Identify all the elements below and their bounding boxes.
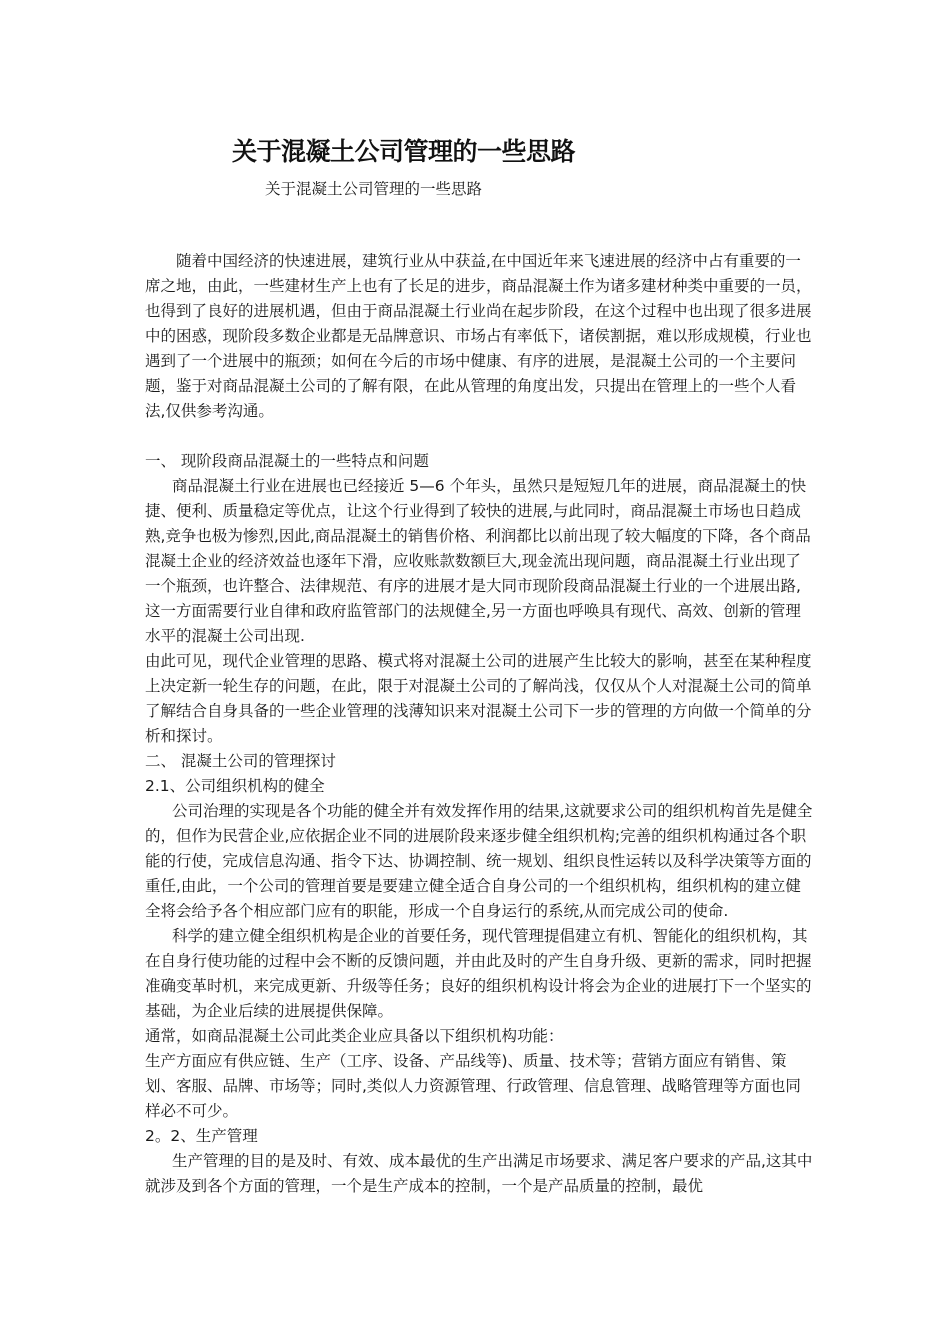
section-heading-2: 二、 混凝土公司的管理探讨 (145, 752, 336, 770)
section-heading-1: 一、 现阶段商品混凝土的一些特点和问题 (145, 452, 429, 470)
intro-paragraph: 随着中国经济的快速进展，建筑行业从中获益,在中国近年来飞速进展的经济中占有重要的一席之地，由此，一些建材生产上也有了长足的进步，商品混凝土作为诸多建材种类中重要的一员，也得到了良好的进展机遇，但由于商品混凝土行业尚在起步阶段，在这个过程中也出现了很多进展中的困惑，现阶段多数企业都是无品牌意识、市场占有率低下，诸侯割据，难以形成规模，行业也遇到了一个进展中的瓶颈；如何在今后的市场中健康、有序的进展，是混凝土公司的一个主要问题，鉴于对商品混凝土公司的了解有限，在此从管理的角度出发，只提出在管理上的一些个人看法,仅供参考沟通。 (145, 252, 812, 420)
subsection-heading-2-1: 2.1、公司组织机构的健全 (145, 777, 325, 795)
subsection21-paragraph-3: 通常，如商品混凝土公司此类企业应具备以下组织机构功能： (145, 1027, 564, 1045)
page-subtitle: 关于混凝土公司管理的一些思路 (265, 180, 483, 198)
document-body (145, 249, 813, 1199)
section1-paragraph-2: 由此可见，现代企业管理的思路、模式将对混凝土公司的进展产生比较大的影响，甚至在某种程度上决定新一轮生存的问题，在此，限于对混凝土公司的了解尚浅，仅仅从个人对混凝土公司的简单了解结合自身具备的一些企业管理的浅薄知识来对混凝土公司下一步的管理的方向做一个简单的分析和探讨。 (145, 652, 812, 745)
section1-paragraph-1: 商品混凝土行业在进展也已经接近 5—6 个年头，虽然只是短短几年的进展，商品混凝土的快捷、便利、质量稳定等优点，让这个行业得到了较快的进展,与此同时，商品混凝土市场也日趋成熟,竞争也极为惨烈,因此,商品混凝土的销售价格、利润都比以前出现了较大幅度的下降，各个商品混凝土企业的经济效益也逐年下滑，应收账款数额巨大,现金流出现问题，商品混凝土行业出现了一个瓶颈，也许整合、法律规范、有序的进展才是大同市现阶段商品混凝土行业的一个进展出路,这一方面需要行业自律和政府监管部门的法规健全,另一方面也呼唤具有现代、高效、创新的管理水平的混凝土公司出现. (145, 477, 811, 645)
paragraph-gap (145, 424, 813, 449)
subsection21-paragraph-4: 生产方面应有供应链、生产（工序、设备、产品线等)、质量、技术等；营销方面应有销售、策划、客服、品牌、市场等；同时,类似人力资源管理、行政管理、信息管理、战略管理等方面也同样必不可少。 (145, 1052, 801, 1120)
subsection22-paragraph-1: 生产管理的目的是及时、有效、成本最优的生产出满足市场要求、满足客户要求的产品,这其中就涉及到各个方面的管理，一个是生产成本的控制，一个是产品质量的控制，最优 (145, 1152, 813, 1195)
subsection21-paragraph-2: 科学的建立健全组织机构是企业的首要任务，现代管理提倡建立有机、智能化的组织机构，其在自身行使功能的过程中会不断的反馈问题，并由此及时的产生自身升级、更新的需求，同时把握准确变革时机，来完成更新、升级等任务；良好的组织机构设计将会为企业的进展打下一个坚实的基础，为企业后续的进展提供保障。 (145, 927, 812, 1020)
subsection-heading-2-2: 2。2、生产管理 (145, 1127, 258, 1145)
subsection21-paragraph-1: 公司治理的实现是各个功能的健全并有效发挥作用的结果,这就要求公司的组织机构首先是健全的，但作为民营企业,应依据企业不同的进展阶段来逐步健全组织机构;完善的组织机构通过各个职能的行使，完成信息沟通、指令下达、协调控制、统一规划、组织良性运转以及科学决策等方面的重任,由此，一个公司的管理首要是要建立健全适合自身公司的一个组织机构，组织机构的建立健全将会给予各个相应部门应有的职能，形成一个自身运行的系统,从而完成公司的使命. (145, 802, 813, 920)
page-title: 关于混凝土公司管理的一些思路 (232, 137, 576, 166)
